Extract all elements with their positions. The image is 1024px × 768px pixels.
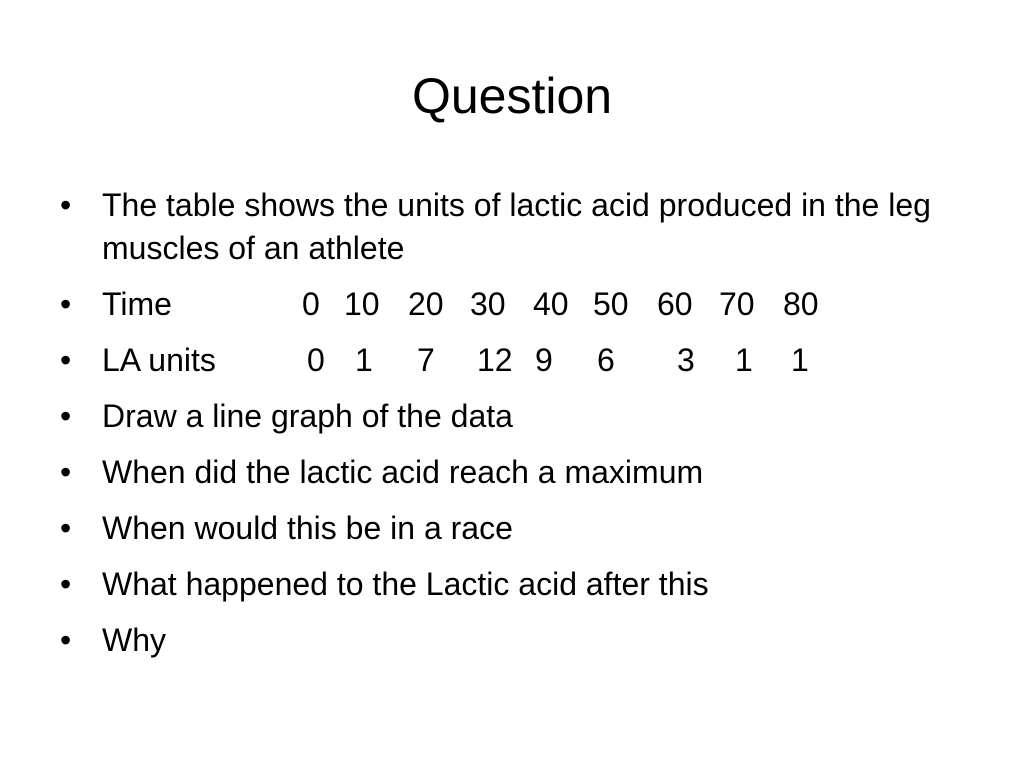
time-value: 50 [593, 286, 629, 322]
bullet-dot: • [60, 510, 72, 546]
la-units-row [102, 339, 960, 382]
bullet-dot: • [60, 622, 72, 658]
la-units-value: 12 [477, 342, 513, 378]
la-units-value: 1 [735, 342, 753, 378]
la-units-value: 1 [791, 342, 809, 378]
bullet-dot: • [60, 187, 72, 223]
time-value: 80 [783, 286, 819, 322]
bullet-dot: • [60, 454, 72, 490]
slide-title: Question [411, 68, 613, 124]
time-value: 30 [470, 286, 506, 322]
time-value: 10 [344, 286, 380, 322]
bullet-maximum-text: When did the lactic acid reach a maximum [102, 454, 704, 490]
time-value: 0 [302, 286, 320, 322]
bullet-after-text: What happened to the Lactic acid after this [102, 566, 709, 602]
bullet-dot: • [60, 398, 72, 434]
bullet-dot: • [60, 342, 72, 378]
bullet-race-text: When would this be in a race [102, 510, 513, 546]
bullet-la-row [60, 339, 960, 382]
bullet-race [60, 507, 960, 550]
time-value: 40 [533, 286, 569, 322]
bullet-list [60, 184, 960, 675]
bullet-draw-graph [60, 395, 960, 438]
time-value: 20 [408, 286, 444, 322]
la-units-value: 6 [597, 342, 615, 378]
la-units-value: 1 [355, 342, 373, 378]
la-units-value: 9 [535, 342, 553, 378]
la-units-value: 7 [417, 342, 435, 378]
bullet-time-row [60, 283, 960, 326]
bullet-dot: • [60, 286, 72, 322]
bullet-after [60, 563, 960, 606]
bullet-draw-graph-text: Draw a line graph of the data [102, 398, 513, 434]
bullet-why [60, 619, 960, 662]
time-label: Time [102, 286, 172, 322]
la-units-value: 0 [307, 342, 325, 378]
bullet-intro-text: The table shows the units of lactic acid produced in the leg muscles of an athlete [102, 187, 931, 266]
la-units-label: LA units [102, 342, 216, 378]
bullet-intro [60, 184, 960, 270]
bullet-maximum [60, 451, 960, 494]
bullet-why-text: Why [102, 622, 166, 658]
time-value: 70 [719, 286, 755, 322]
la-units-value: 3 [677, 342, 695, 378]
time-value: 60 [657, 286, 693, 322]
time-row [102, 283, 960, 326]
bullet-dot: • [60, 566, 72, 602]
